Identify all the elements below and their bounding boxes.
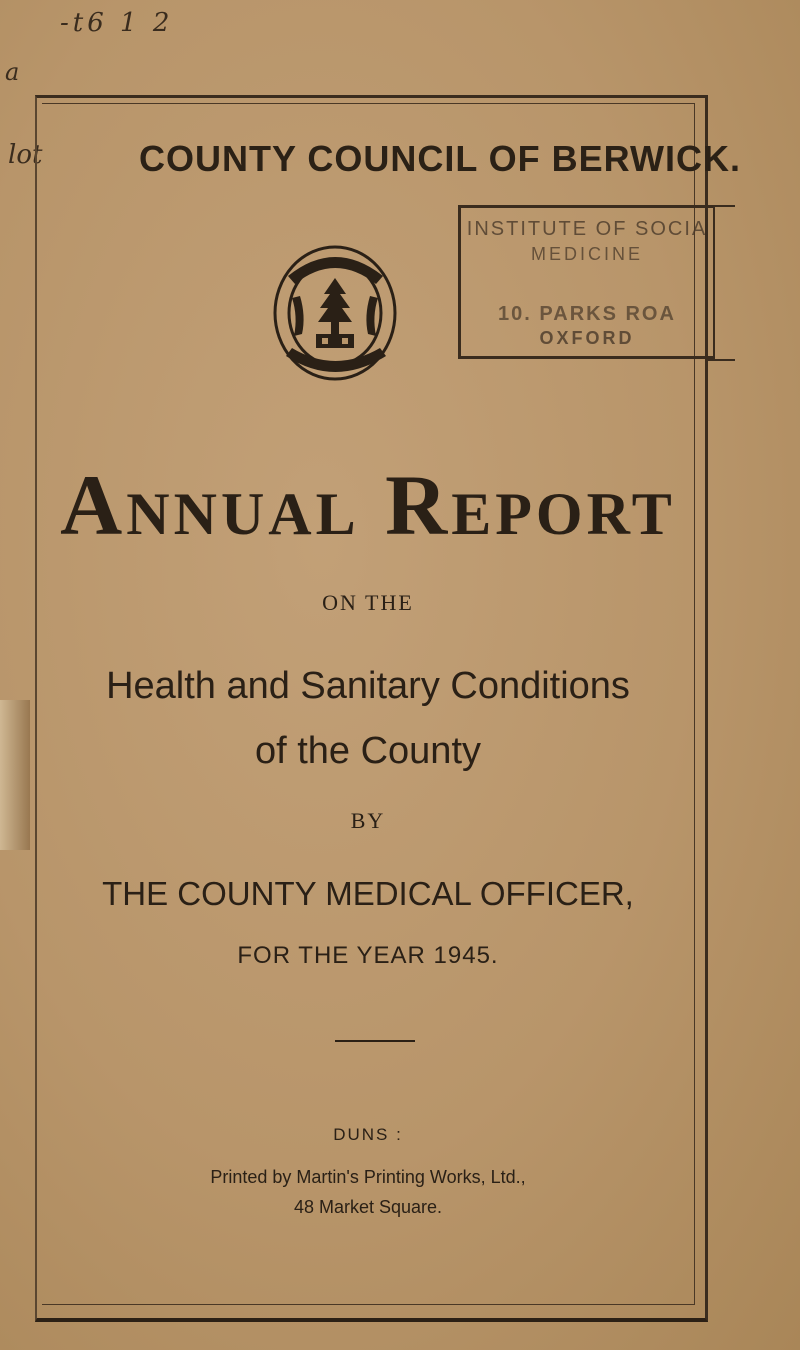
handwritten-note-left: a	[5, 58, 20, 86]
imprint-place: DUNS :	[333, 1125, 403, 1144]
stamp-line-city: OXFORD	[539, 328, 635, 348]
library-stamp	[458, 205, 715, 359]
council-heading: COUNTY COUNCIL OF BERWICK.	[138, 138, 742, 179]
on-the-label: ON THE	[322, 590, 414, 615]
stamp-line-institute: INSTITUTE OF SOCIA	[466, 218, 708, 240]
imprint-address: 48 Market Square.	[293, 1197, 443, 1217]
stamp-edge	[705, 205, 735, 361]
stamp-line-medicine: MEDICINE	[530, 244, 643, 264]
stamp-line-address: 10. PARKS ROA	[498, 303, 676, 325]
report-year: FOR THE YEAR 1945.	[237, 942, 499, 969]
report-subject-line-1: Health and Sanitary Conditions	[106, 665, 630, 707]
handwritten-note-left-2: lot	[8, 140, 43, 170]
handwritten-note-top: -t6 1 2	[60, 8, 174, 38]
report-title: Annual Report	[60, 457, 676, 553]
report-subject-line-2: of the County	[254, 730, 482, 772]
county-crest-icon	[268, 238, 403, 398]
by-label: BY	[350, 808, 386, 833]
binding-damage	[0, 700, 30, 850]
divider	[335, 1040, 415, 1042]
author-line: THE COUNTY MEDICAL OFFICER,	[102, 875, 634, 912]
imprint-printer: Printed by Martin's Printing Works, Ltd.,	[210, 1167, 526, 1187]
